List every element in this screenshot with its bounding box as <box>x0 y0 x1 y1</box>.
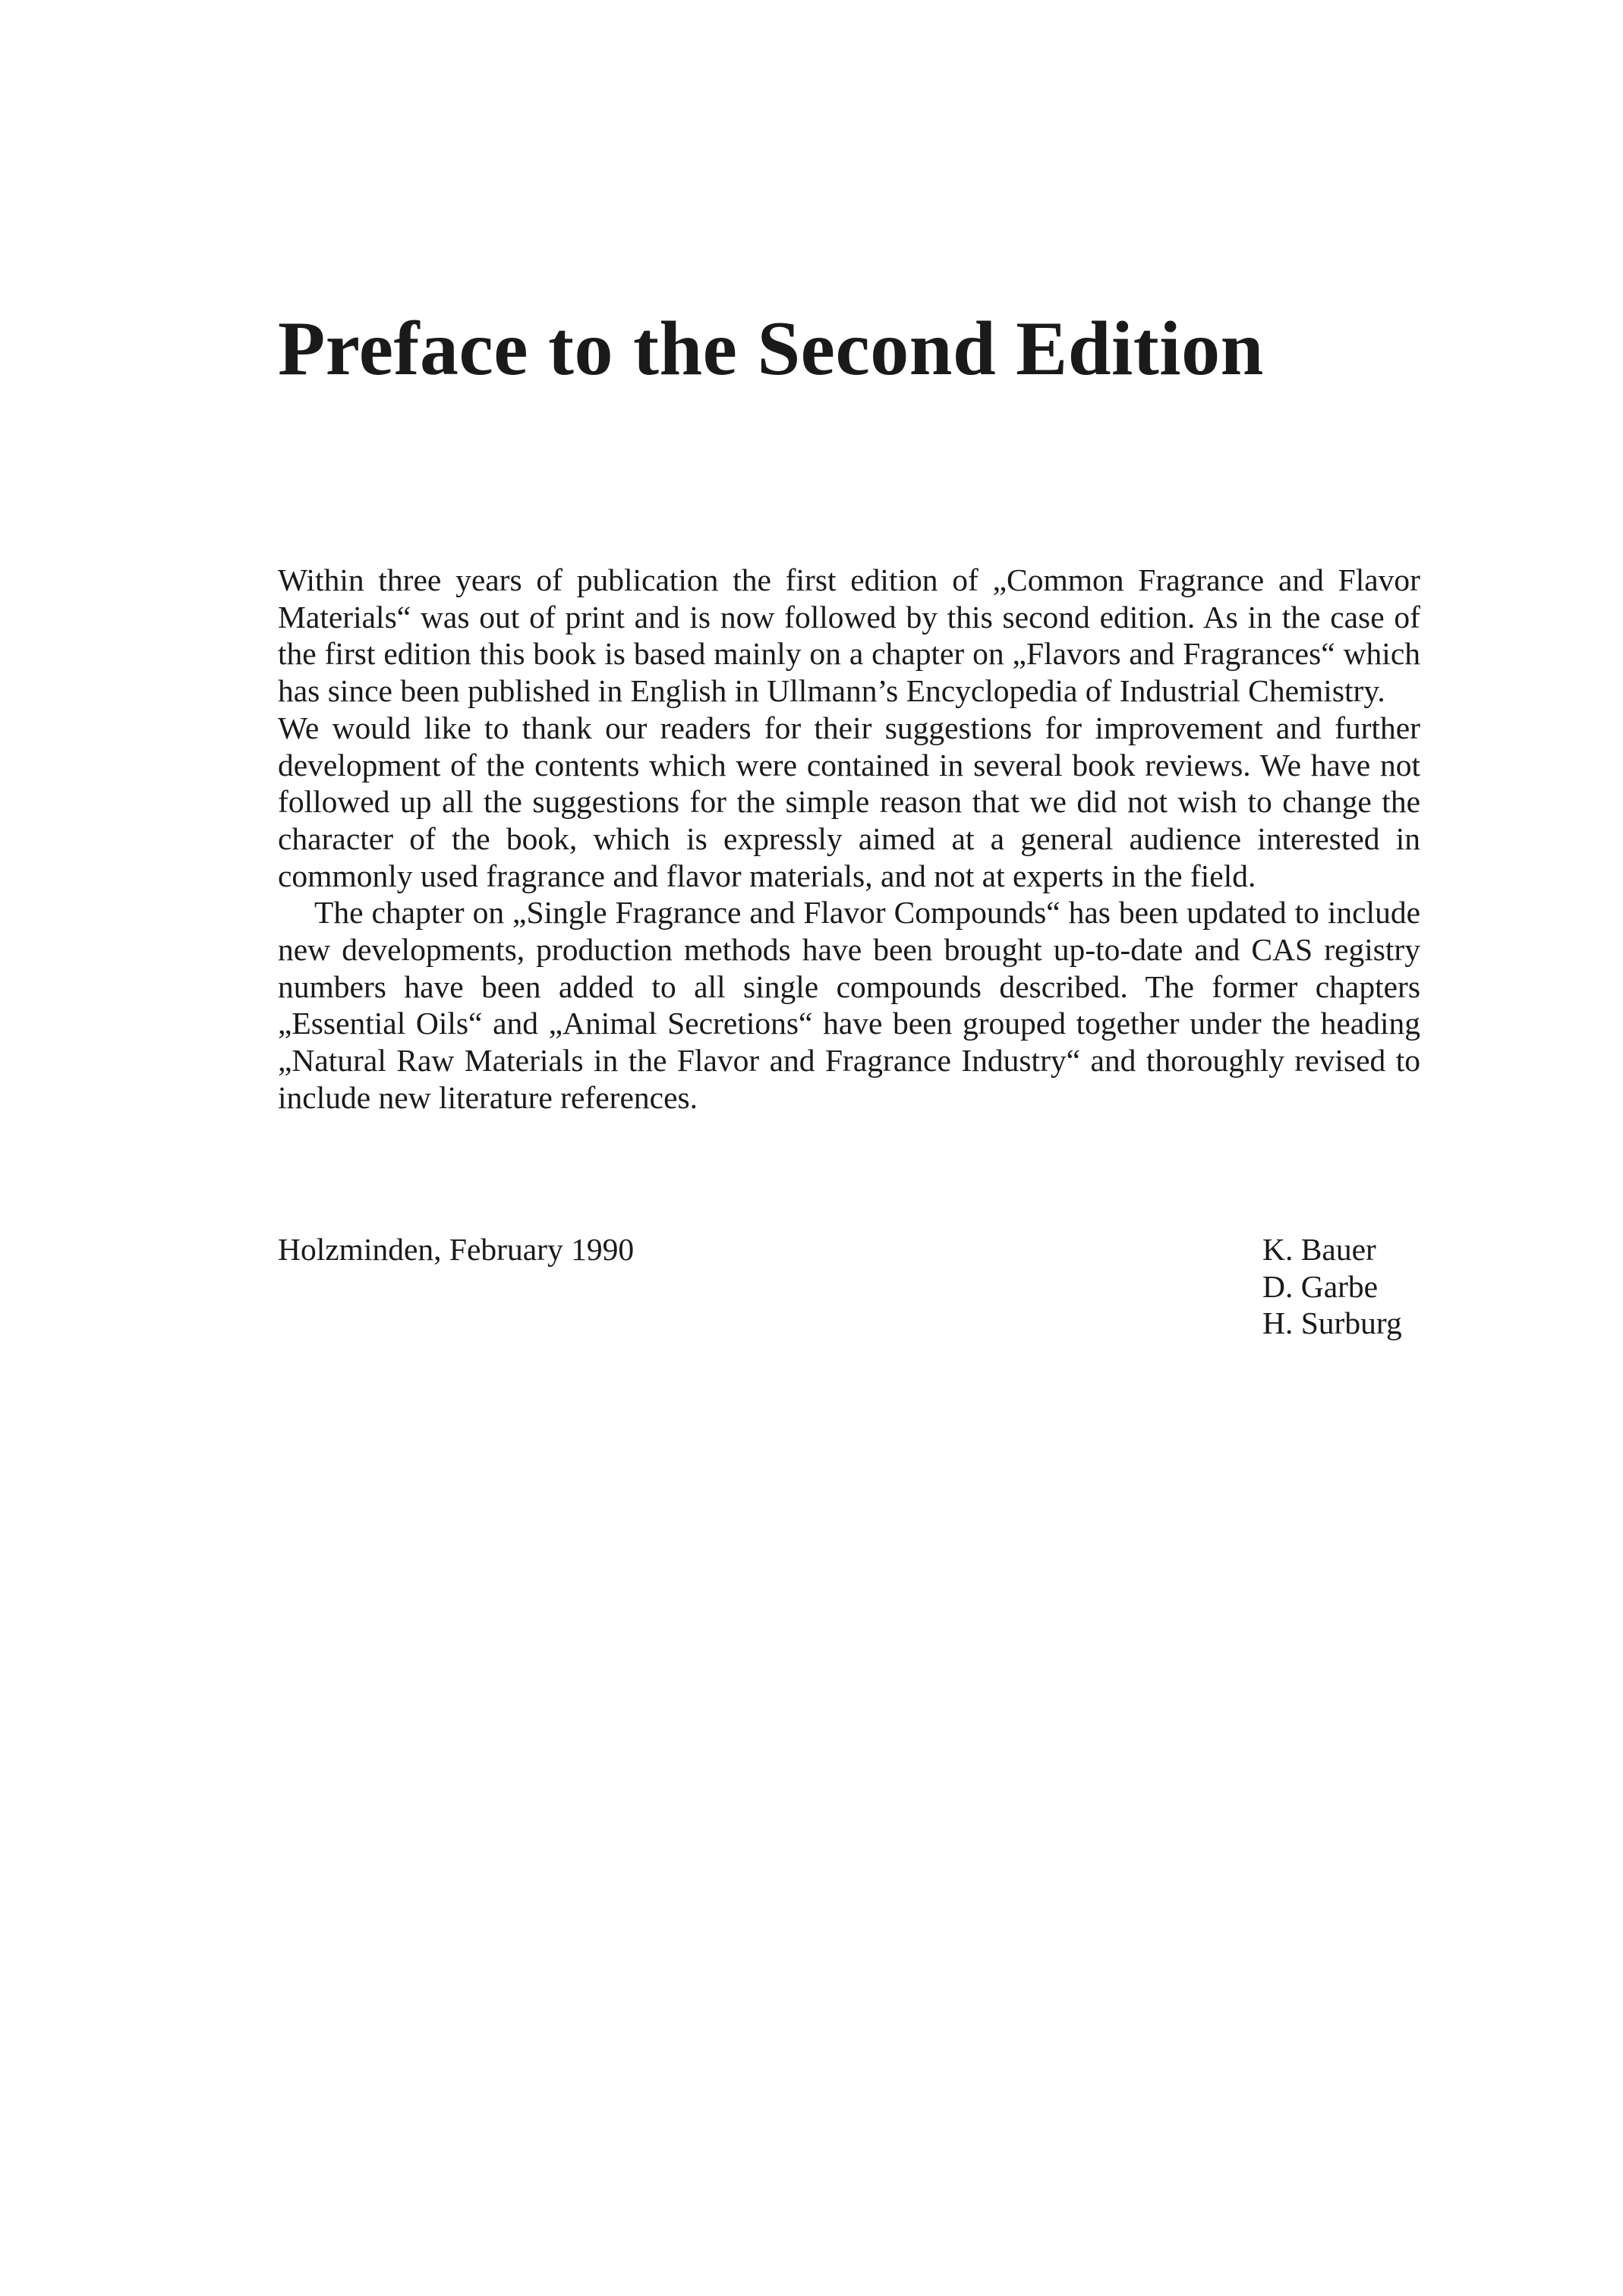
author-name: D. Garbe <box>1262 1268 1379 1304</box>
preface-body <box>278 562 1420 1117</box>
author-name: H. Surburg <box>1262 1305 1402 1341</box>
paragraph-2: We would like to thank our readers for their suggestions for improvement and further development of the contents which were contained in several book reviews. We have not followed up all the suggestions for the simple reason that we did not wish to change the character of the book, which is expressly aimed at a general audience interested in commonly used fragrance and flavor materials, and not at experts in the field. <box>278 710 1420 893</box>
signature-block <box>278 1231 1420 1353</box>
author-name: K. Bauer <box>1262 1232 1376 1267</box>
page-title: Preface to the Second Edition <box>278 306 1264 392</box>
paragraph-3: The chapter on „Single Fragrance and Flavor Compounds“ has been updated to include new developments, production methods have been brought up-to-date and CAS registry numbers have been added to all single compounds described. The former chapters „Essential Oils“ and „Animal Secretions“ have been grouped together under the heading „Natural Raw Materials in the Flavor and Fragrance Industry“ and thoroughly revised to include new literature references. <box>278 895 1420 1115</box>
author-list <box>1262 1231 1402 1342</box>
paragraph-1: Within three years of publication the first edition of „Common Fragrance and Flavor Materials“ was out of print and is now followed by this second edition. As in the case of the first edition this book is based mainly on a chapter on „Flavors and Fragrances“ which has since been published in English in Ullmann’s Encyclopedia of Industrial Chemistry. <box>278 562 1420 709</box>
place-date: Holzminden, February 1990 <box>278 1232 635 1267</box>
